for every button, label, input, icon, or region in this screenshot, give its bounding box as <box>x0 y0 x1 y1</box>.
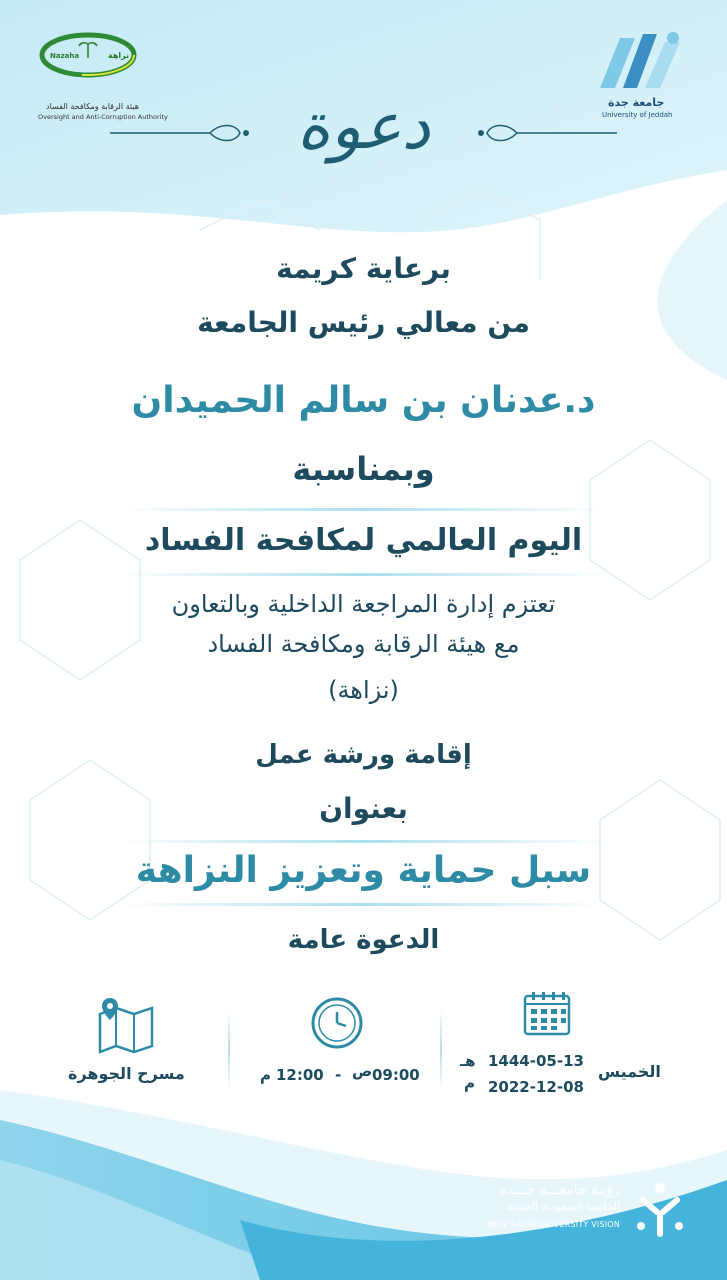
page-title: دعوة <box>296 90 431 164</box>
info-divider <box>228 1010 230 1090</box>
time-start: 09:00 <box>372 1066 420 1084</box>
occasion-name: اليوم العالمي لمكافحة الفساد <box>144 523 583 558</box>
public-invite: الدعوة عامة <box>287 925 440 955</box>
time-start-suffix: ص <box>352 1062 373 1080</box>
description-line-2: مع هيئة الرقابة ومكافحة الفساد <box>207 630 520 658</box>
calendar-icon <box>522 990 572 1036</box>
description-line-3: (نزاهة) <box>328 676 399 704</box>
hijri-suffix: هـ <box>460 1052 476 1070</box>
vision-mark-icon <box>635 1182 685 1240</box>
divider-glow <box>120 573 607 576</box>
nazaha-name-ar: هيئة الرقابة ومكافحة الفساد <box>46 102 139 111</box>
map-pin-icon <box>96 994 156 1054</box>
university-name-en: University of Jeddah <box>602 111 673 119</box>
location-label: مسرح الجوهرة <box>68 1064 185 1083</box>
greg-suffix: م <box>464 1074 475 1092</box>
university-name-ar: جامعة جدة <box>608 96 665 109</box>
workshop-title: سبل حماية وتعزيز النزاهة <box>135 850 592 891</box>
divider-glow <box>120 508 607 511</box>
vision-title-ar: رؤيـة جامعـــة جـــدة <box>499 1182 620 1198</box>
invitation-title-block <box>130 78 597 198</box>
university-emblem-icon <box>595 28 690 93</box>
workshop-line: إقامة ورشة عمل <box>255 740 472 770</box>
occasion-intro: وبمناسبة <box>292 450 435 488</box>
clock-icon <box>310 996 364 1050</box>
time-separator: - <box>335 1066 342 1084</box>
day-label: الخميس <box>598 1062 661 1081</box>
divider-glow <box>120 903 607 906</box>
president-name: د.عدنان بن سالم الحميدان <box>131 380 596 421</box>
vision-subtitle-ar: الجامعة السعودية الحديثة <box>506 1200 620 1213</box>
patronage-line: برعاية كريمة <box>276 252 451 285</box>
title-label: بعنوان <box>319 792 408 825</box>
nazaha-name-en: Oversight and Anti-Corruption Authority <box>38 113 168 121</box>
time-end: 12:00 <box>276 1066 324 1084</box>
nazaha-word-en: Nazaha <box>50 52 80 60</box>
nazaha-word-ar: نزاهة <box>108 51 130 60</box>
hijri-date: 1444-05-13 <box>488 1052 584 1070</box>
divider-glow <box>120 840 607 843</box>
vision-logo <box>460 1182 700 1242</box>
time-end-suffix: م <box>260 1066 271 1084</box>
description-line-1: تعتزم إدارة المراجعة الداخلية وبالتعاون <box>171 590 556 618</box>
university-logo <box>590 28 700 123</box>
info-divider <box>440 1010 442 1090</box>
vision-title-en: NEW SAUDI UNIVERSITY VISION <box>487 1220 620 1229</box>
patron-role-line: من معالي رئيس الجامعة <box>197 306 530 339</box>
greg-date: 2022-12-08 <box>488 1078 584 1096</box>
